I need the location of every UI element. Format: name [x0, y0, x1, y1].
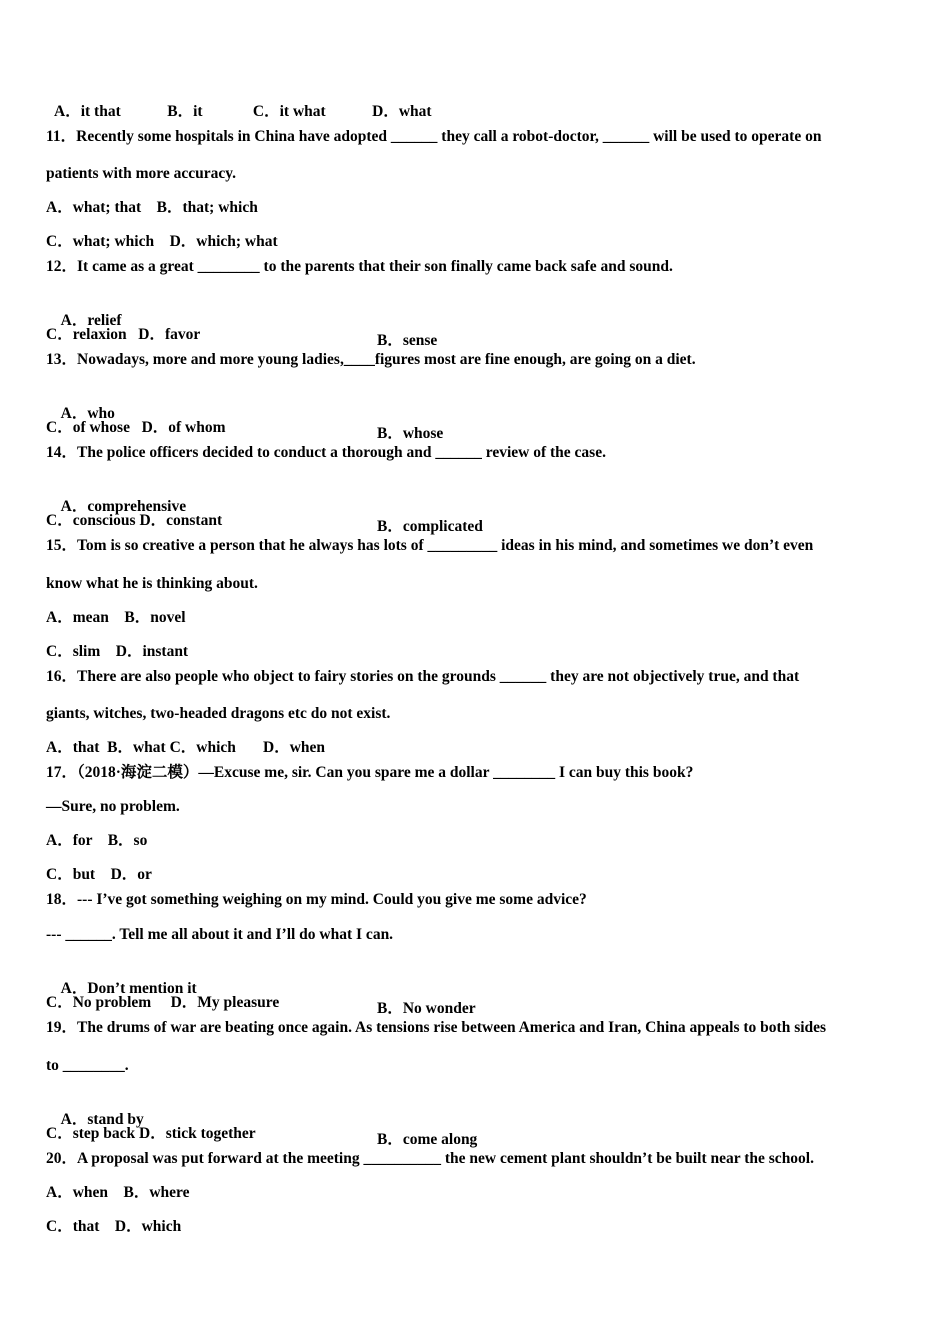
question-14-option-a: A．comprehensive [60, 498, 187, 515]
question-13-options-row-2: C．of whose D．of whom [46, 419, 226, 436]
question-19-stem-line-2: to ________. [46, 1057, 129, 1074]
question-16-options-row-1: A．that B．what C．which D．when [46, 739, 326, 756]
question-19-options-row-2: C．step back D．stick together [46, 1125, 256, 1142]
question-15-options-row-2: C．slim D．instant [46, 643, 189, 660]
question-17-options-row-2: C．but D．or [46, 866, 152, 883]
question-12-stem: 12．It came as a great ________ to the parents that their son finally came back safe and sound. [46, 258, 673, 275]
question-11-options-row-1: A．what; that B．that; which [46, 199, 258, 216]
question-11-options-row-2: C．what; which D．which; what [46, 233, 278, 250]
question-18-stem-line-1: 18．--- I’ve got something weighing on my mind. Could you give me some advice? [46, 891, 587, 908]
question-18-option-b: B．No wonder [377, 1000, 476, 1017]
question-15-stem-line-2: know what he is thinking about. [46, 575, 258, 592]
question-12-option-a: A．relief [60, 312, 122, 329]
question-13-stem: 13．Nowadays, more and more young ladies,____figures most are fine enough, are going on a diet. [46, 351, 696, 368]
question-17-stem-line-1: 17．（2018·海淀二模）—Excuse me, sir. Can you spare me a dollar ________ I can buy this book? [46, 764, 694, 781]
question-20-stem: 20．A proposal was put forward at the meeting __________ the new cement plant shouldn’t be built near the school. [46, 1150, 814, 1167]
question-11-stem-line-2: patients with more accuracy. [46, 165, 236, 182]
question-20-options-row-1: A．when B．where [46, 1184, 190, 1201]
question-12-option-b: B．sense [377, 332, 438, 349]
question-20-options-row-2: C．that D．which [46, 1218, 182, 1235]
question-16-stem-line-1: 16．There are also people who object to fairy stories on the grounds ______ they are not objectively true, and that [46, 668, 800, 685]
question-13-option-b: B．whose [377, 425, 444, 442]
question-14-options-row-2: C．conscious D．constant [46, 512, 223, 529]
question-16-stem-line-2: giants, witches, two-headed dragons etc do not exist. [46, 705, 391, 722]
question-11-stem-line-1: 11．Recently some hospitals in China have adopted ______ they call a robot-doctor, ______ will be used to operate on [46, 128, 822, 145]
question-18-option-a: A．Don’t mention it [60, 980, 197, 997]
question-18-options-row-2: C．No problem D．My pleasure [46, 994, 280, 1011]
question-15-options-row-1: A．mean B．novel [46, 609, 186, 626]
question-17-options-row-1: A．for B．so [46, 832, 148, 849]
question-19-option-a: A．stand by [60, 1111, 144, 1128]
question-12-options-row-2: C．relaxion D．favor [46, 326, 201, 343]
question-18-stem-line-2: --- ______. Tell me all about it and I’ll do what I can. [46, 926, 394, 943]
question-19-option-b: B．come along [377, 1131, 478, 1148]
question-13-option-a: A．who [60, 405, 115, 422]
question-10-options: A．it that B．it C．it what D．what [54, 103, 432, 120]
question-17-stem-line-2: —Sure, no problem. [46, 798, 180, 815]
question-14-option-b: B．complicated [377, 518, 483, 535]
question-19-stem-line-1: 19．The drums of war are beating once again. As tensions rise between America and Iran, China appeals to both sides [46, 1019, 827, 1036]
question-15-stem-line-1: 15．Tom is so creative a person that he always has lots of _________ ideas in his mind, and sometimes we don’t even [46, 537, 814, 554]
question-14-stem: 14．The police officers decided to conduct a thorough and ______ review of the case. [46, 444, 606, 461]
